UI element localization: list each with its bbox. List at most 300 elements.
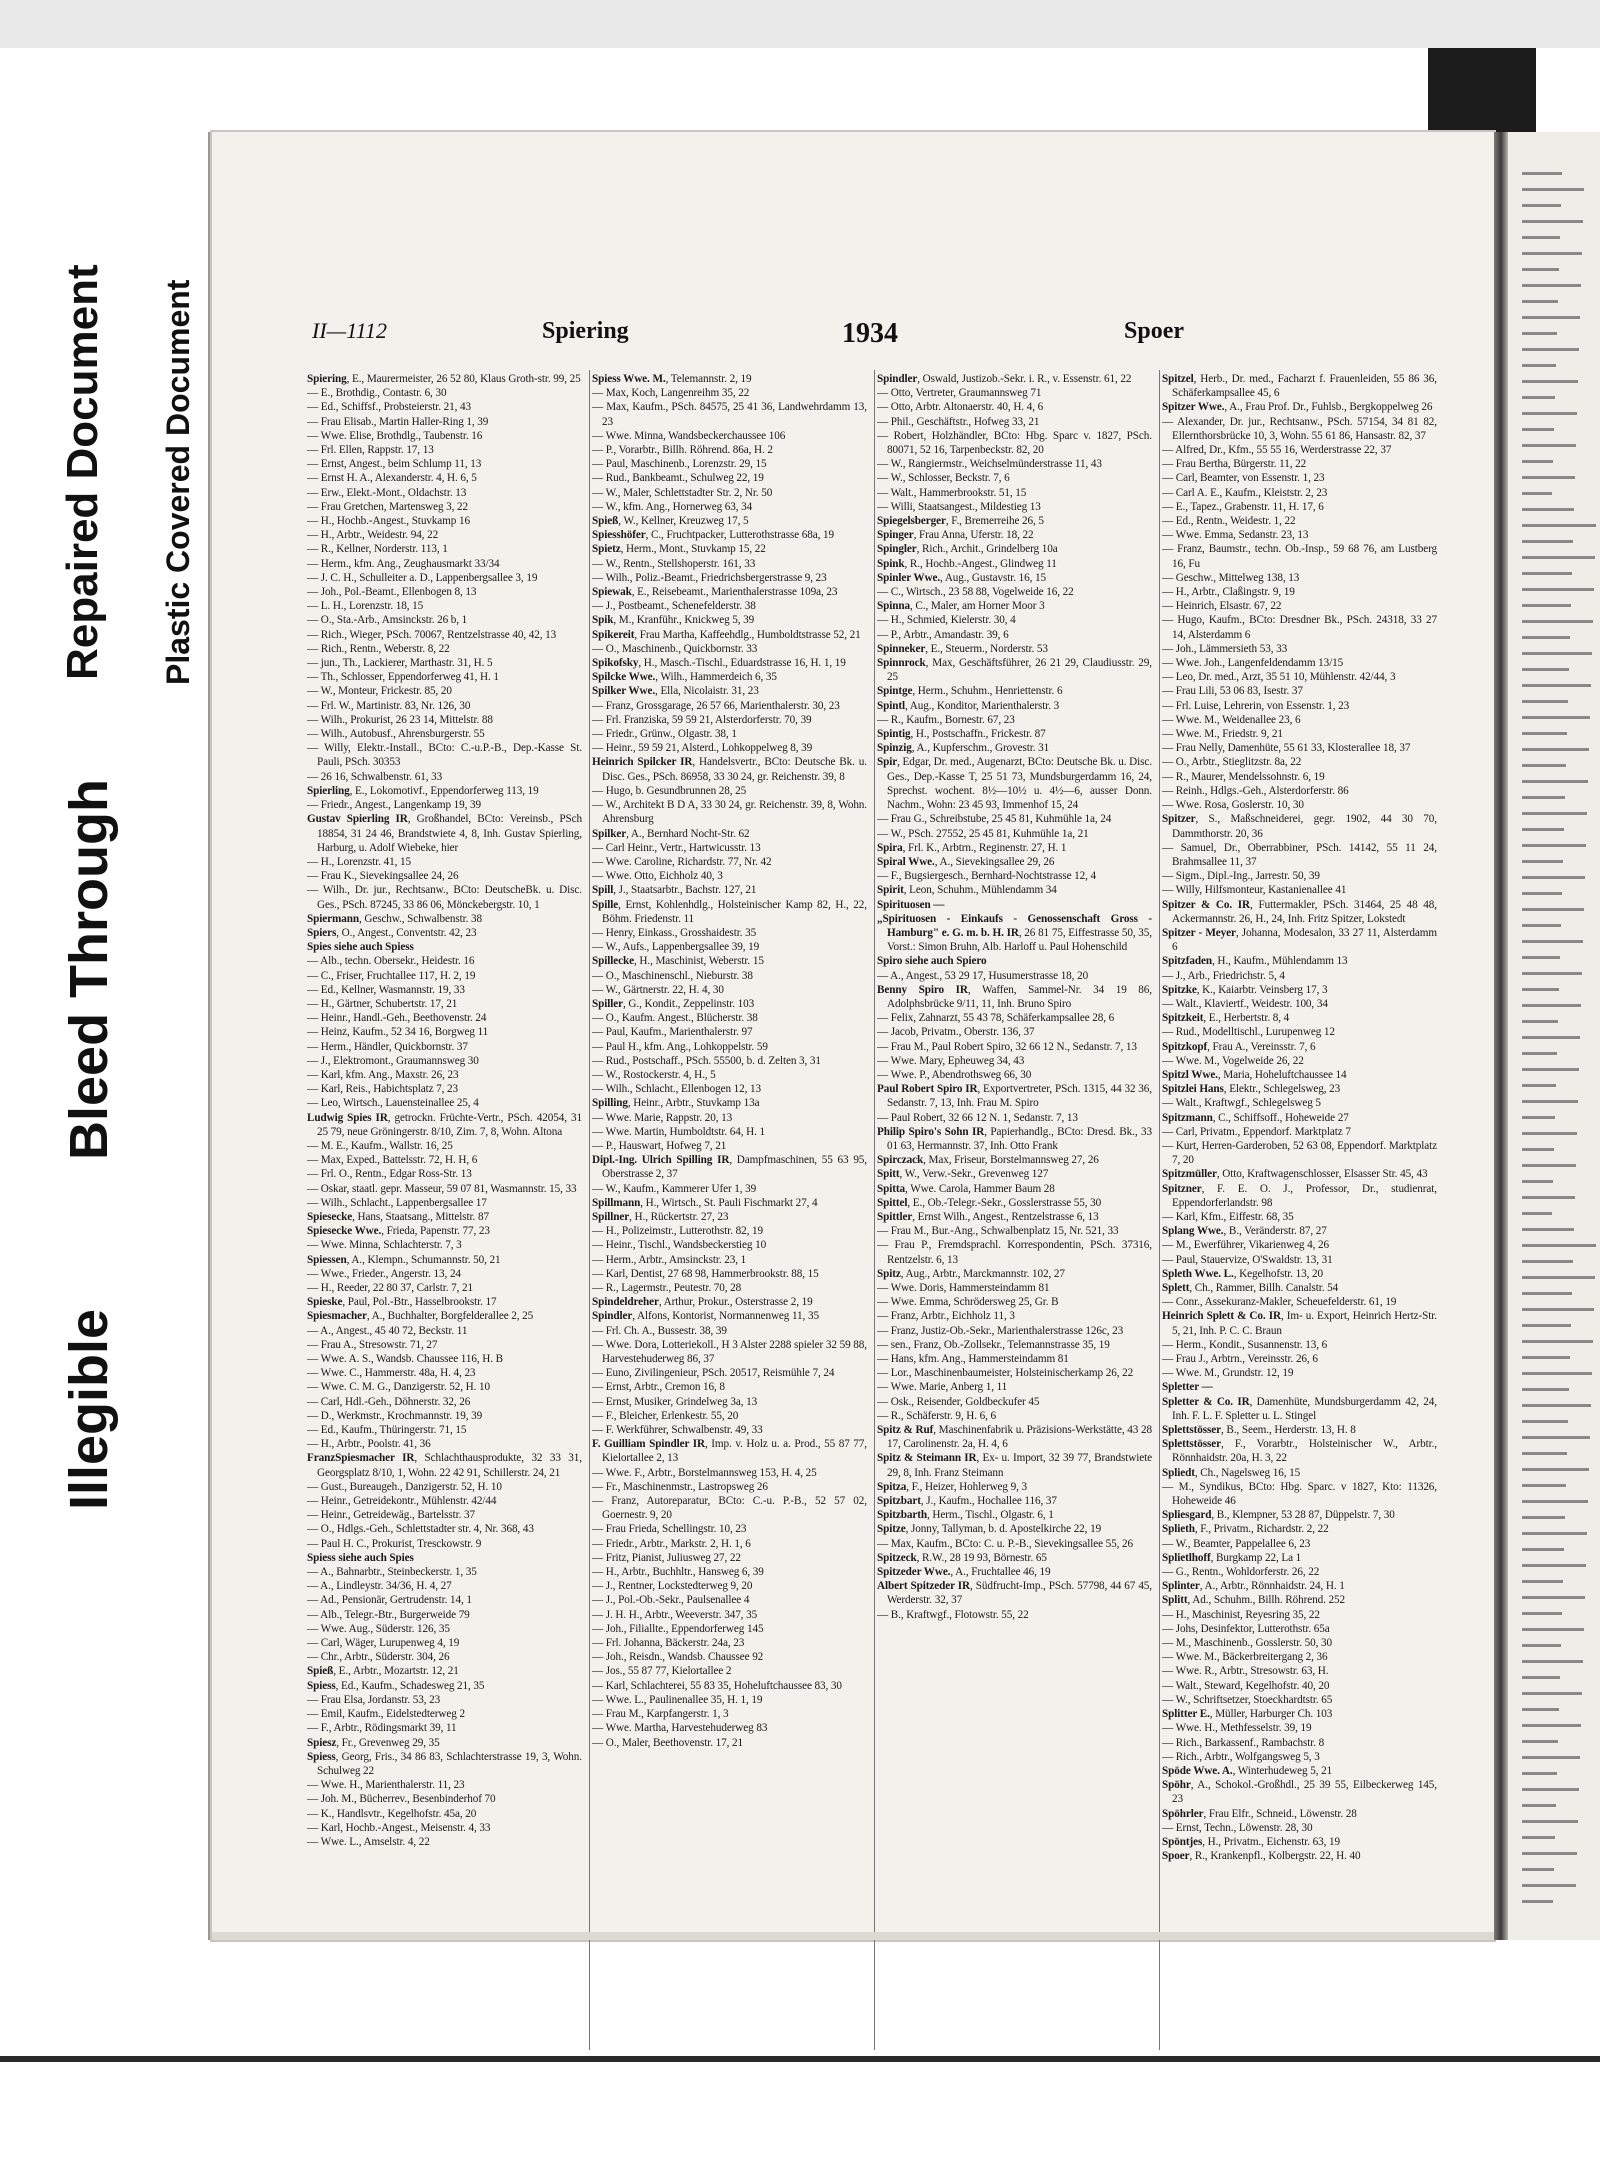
directory-entry: Spitt, W., Verw.-Sekr., Grevenweg 127 xyxy=(877,1168,1049,1181)
directory-entry: — M., Syndikus, BCto: Hbg. Sparc. v 1827, Kto: 11326, Hoheweide 46 xyxy=(1162,1480,1437,1508)
directory-entry: Spiesshöfer, C., Fruchtpacker, Lutterothstrasse 68a, 19 xyxy=(592,529,835,542)
directory-entry: — W., Schlosser, Beckstr. 7, 6 xyxy=(877,472,1010,485)
directory-entry: — W., Kaufm., Kammerer Ufer 1, 39 xyxy=(592,1182,757,1195)
directory-entry: — Herm., Händler, Quickbornstr. 37 xyxy=(307,1040,468,1053)
directory-entry: — Karl, Reis., Habichtsplatz 7, 23 xyxy=(307,1083,459,1096)
adjacent-text-line xyxy=(1522,892,1562,895)
directory-entry: — Leo, Dr. med., Arzt, 35 51 10, Mühlenstr. 42/44, 3 xyxy=(1162,671,1396,684)
adjacent-text-line xyxy=(1522,988,1559,991)
directory-entry: — Ernst, Arbtr., Cremon 16, 8 xyxy=(592,1381,725,1394)
adjacent-text-line xyxy=(1522,1708,1559,1711)
adjacent-text-line xyxy=(1522,620,1593,623)
directory-entry: — Paul, Maschinenb., Lorenzstr. 29, 15 xyxy=(592,458,767,471)
directory-entry: — M. E., Kaufm., Wallstr. 16, 25 xyxy=(307,1139,453,1152)
directory-entry: Spintl, Aug., Konditor, Marienthalerstr. 3 xyxy=(877,699,1060,712)
directory-entry: Spintig, H., Postschaffn., Frickestr. 87 xyxy=(877,728,1046,741)
directory-entry: — Herm., kfm. Ang., Zeughausmarkt 33/34 xyxy=(307,557,500,570)
directory-entry: — C., Friser, Fruchtallee 117, H. 2, 19 xyxy=(307,969,476,982)
directory-entry: — Frau J., Arbtrn., Vereinsstr. 26, 6 xyxy=(1162,1353,1318,1366)
directory-entry: — W., Architekt B D A, 33 30 24, gr. Reichenstr. 39, 8, Wohn. Ahrensburg xyxy=(592,799,867,826)
directory-entry: — Paul H. C., Prokurist, Tresckowstr. 9 xyxy=(307,1537,482,1550)
adjacent-text-line xyxy=(1522,1164,1576,1167)
directory-entry: Spiess Wwe. M., Telemannstr. 2, 19 xyxy=(592,373,752,385)
directory-entry: — Walt., Steward, Kegelhofstr. 40, 20 xyxy=(1162,1679,1330,1692)
directory-entry: Spitzfaden, H., Kaufm., Mühlendamm 13 xyxy=(1162,955,1348,968)
directory-entry: — Frl. W., Martinistr. 83, Nr. 126, 30 xyxy=(307,699,471,712)
adjacent-text-line xyxy=(1522,1020,1558,1023)
directory-entry: — Rud., Bankbeamt., Schulweg 22, 19 xyxy=(592,472,764,485)
directory-entry: — Ad., Pensionär, Gertrudenstr. 14, 1 xyxy=(307,1594,472,1607)
directory-column-1 xyxy=(307,372,582,2062)
directory-entry: — W., Maler, Schlettstadter Str. 2, Nr. 50 xyxy=(592,486,773,499)
directory-entry: — Rich., Wieger, PSch. 70067, Rentzelstrasse 40, 42, 13 xyxy=(307,628,557,641)
directory-entry: Gustav Spierling IR, Großhandel, BCto: Vereinsb., PSch 18854, 31 24 46, Brandstwiete 4, 8, Inh. Gustav Spierling, Harburg, u. Adolf Wiebeke, hier xyxy=(307,813,582,854)
directory-entry: — Ed., Kaufm., Thüringerstr. 71, 15 xyxy=(307,1424,467,1437)
directory-entry: — Heinr., Getreidewäg., Bartelsstr. 37 xyxy=(307,1509,476,1522)
directory-entry: — H., Lorenzstr. 41, 15 xyxy=(307,855,411,868)
directory-entry: — Frau K., Sievekingsallee 24, 26 xyxy=(307,870,459,883)
adjacent-text-line xyxy=(1522,1116,1555,1119)
directory-entry: — Friedr., Angest., Langenkamp 19, 39 xyxy=(307,799,482,812)
directory-entry: — Wwe. L., Amselstr. 4, 22 xyxy=(307,1835,430,1848)
header-year: 1934 xyxy=(842,318,898,349)
adjacent-text-line xyxy=(1522,1100,1578,1103)
adjacent-text-line xyxy=(1522,796,1565,799)
adjacent-text-line xyxy=(1522,1564,1586,1567)
directory-entry: — H., Gärtner, Schubertstr. 17, 21 xyxy=(307,997,458,1010)
directory-entry: — P., Arbtr., Amandastr. 39, 6 xyxy=(877,628,1009,641)
adjacent-text-line xyxy=(1522,1404,1591,1407)
directory-entry: Spilker, A., Bernhard Nocht-Str. 62 xyxy=(592,827,750,840)
directory-entry: — B., Kraftwgf., Flotowstr. 55, 22 xyxy=(877,1608,1029,1621)
directory-entry: Spindler, Oswald, Justizob.-Sekr. i. R., v. Essenstr. 61, 22 xyxy=(877,373,1132,385)
directory-entry: — Frau Elsa, Jordanstr. 53, 23 xyxy=(307,1693,441,1706)
directory-entry: — A., Lindleystr. 34/36, H. 4, 27 xyxy=(307,1580,452,1593)
directory-entry: Spierling, E., Lokomotivf., Eppendorferweg 113, 19 xyxy=(307,784,539,797)
adjacent-text-line xyxy=(1522,924,1561,927)
directory-entry: — Frau P., Fremdsprachl. Korrespondentin, PSch. 37316, Rentzelstr. 6, 13 xyxy=(877,1239,1152,1266)
directory-entry: — W., kfm. Ang., Hornerweg 63, 34 xyxy=(592,500,753,513)
directory-entry: — Wwe. Minna, Schlachterstr. 7, 3 xyxy=(307,1239,462,1252)
directory-entry: Spitzer - Meyer, Johanna, Modesalon, 33 27 11, Alsterdamm 6 xyxy=(1162,926,1437,954)
adjacent-text-line xyxy=(1522,476,1575,479)
directory-entry: Spikofsky, H., Masch.-Tischl., Eduardstrasse 16, H. 1, 19 xyxy=(592,657,846,670)
directory-entry: — K., Handlsvtr., Kegelhofstr. 45a, 20 xyxy=(307,1807,477,1820)
directory-entry: — J., Rentner, Lockstedterweg 9, 20 xyxy=(592,1580,753,1593)
adjacent-text-line xyxy=(1522,1596,1585,1599)
adjacent-text-line xyxy=(1522,1660,1583,1663)
directory-entry: Spilcke Wwe., Wilh., Hammerdeich 6, 35 xyxy=(592,671,777,684)
directory-entry: — Wwe. F., Arbtr., Borstelmannsweg 153, H. 4, 25 xyxy=(592,1466,817,1479)
adjacent-text-line xyxy=(1522,652,1592,655)
directory-entry: — F. Werkführer, Schwalbenstr. 49, 33 xyxy=(592,1424,763,1437)
directory-entry: — Hugo, Kaufm., BCto: Dresdner Bk., PSch. 24318, 33 27 14, Alsterdamm 6 xyxy=(1162,614,1437,641)
directory-entry: Paul Robert Spiro IR, Exportvertreter, PSch. 1315, 44 32 36, Sedanstr. 7, 13, Inh. Frau M. Spiro xyxy=(877,1083,1152,1110)
directory-entry: Splietlhoff, Burgkamp 22, La 1 xyxy=(1162,1551,1302,1564)
directory-entry: Spirit, Leon, Schuhm., Mühlendamm 34 xyxy=(877,884,1057,897)
directory-entry: Spitza, F., Heizer, Hohlerweg 9, 3 xyxy=(877,1480,1027,1493)
adjacent-text-line xyxy=(1522,604,1571,607)
directory-entry: — Alfred, Dr., Kfm., 55 55 16, Werderstrasse 22, 37 xyxy=(1162,444,1392,457)
directory-entry: — D., Werkmstr., Krochmannstr. 19, 39 xyxy=(307,1409,483,1422)
directory-entry: — E., Tapez., Grabenstr. 11, H. 17, 6 xyxy=(1162,500,1324,513)
directory-entry: Spillecke, H., Maschinist, Weberstr. 15 xyxy=(592,955,764,968)
directory-entry: — Reinh., Hdlgs.-Geh., Alsterdorferstr. 86 xyxy=(1162,784,1349,797)
directory-entry: — Wwe. Doris, Hammersteindamm 81 xyxy=(877,1282,1050,1294)
adjacent-text-line xyxy=(1522,348,1579,351)
adjacent-text-line xyxy=(1522,524,1596,527)
adjacent-text-line xyxy=(1522,1340,1593,1343)
directory-entry: Spik, M., Kranführ., Knickweg 5, 39 xyxy=(592,614,755,627)
adjacent-text-line xyxy=(1522,748,1589,751)
directory-entry: — Wilh., Autobusf., Ahrensburgerstr. 55 xyxy=(307,728,485,741)
directory-entry: Spiller, G., Kondit., Zeppelinstr. 103 xyxy=(592,997,755,1010)
directory-entry: — W., Gärtnerstr. 22, H. 4, 30 xyxy=(592,983,724,996)
directory-entry: — P., Hauswart, Hofweg 7, 21 xyxy=(592,1139,727,1152)
label-repaired-document: Repaired Document xyxy=(58,264,107,680)
directory-entry: Spitzmüller, Otto, Kraftwagenschlosser, Elsasser Str. 45, 43 xyxy=(1162,1168,1428,1181)
directory-entry: — Frl. Luise, Lehrerin, von Essenstr. 1, 23 xyxy=(1162,699,1350,712)
column-divider xyxy=(1159,370,1160,2050)
directory-entry: Heinrich Spilcker IR, Handelsvertr., BCto: Deutsche Bk. u. Disc. Ges., PSch. 86958, 33 30 24, gr. Reichenstr. 39, 8 xyxy=(592,756,867,783)
directory-entry: Spillmann, H., Wirtsch., St. Pauli Fischmarkt 27, 4 xyxy=(592,1196,818,1209)
adjacent-text-line xyxy=(1522,1180,1553,1183)
directory-entry: — Walt., Klaviertf., Weidestr. 100, 34 xyxy=(1162,997,1328,1010)
adjacent-text-line xyxy=(1522,220,1583,223)
directory-entry: — Frl. O., Rentn., Edgar Ross-Str. 13 xyxy=(307,1168,472,1181)
directory-entry: — Wwe. Minna, Wandsbeckerchaussee 106 xyxy=(592,429,786,442)
directory-entry: — Friedr., Arbtr., Markstr. 2, H. 1, 6 xyxy=(592,1537,751,1550)
directory-entry: — H., Arbtr., Weidestr. 94, 22 xyxy=(307,529,439,542)
directory-entry: — Rich., Rentn., Weberstr. 8, 22 xyxy=(307,642,450,655)
directory-entry: — Frau Bertha, Bürgerstr. 11, 22 xyxy=(1162,458,1307,471)
directory-entry: — Wwe. P., Abendrothsweg 66, 30 xyxy=(877,1068,1032,1081)
directory-entry: Spitz & Steimann IR, Ex- u. Import, 32 39 77, Brandstwiete 29, 8, Inh. Franz Steimann xyxy=(877,1452,1152,1479)
directory-entry: — Max, Kaufm., PSch. 84575, 25 41 36, Landwehrdamm 13, 23 xyxy=(592,401,867,428)
directory-entry: — Wwe. M., Grundstr. 12, 19 xyxy=(1162,1367,1294,1380)
directory-entry: Spiesz, Fr., Grevenweg 29, 35 xyxy=(307,1736,440,1749)
directory-entry: — Willi, Staatsangest., Mildestieg 13 xyxy=(877,500,1041,513)
directory-entry: — Wwe. Otto, Eichholz 40, 3 xyxy=(592,870,723,883)
adjacent-text-line xyxy=(1522,1228,1574,1231)
directory-entry: — Jos., 55 87 77, Kielortallee 2 xyxy=(592,1665,732,1678)
directory-entry: Spietz, Herm., Mont., Stuvkamp 15, 22 xyxy=(592,543,766,556)
label-plastic-covered-document: Plastic Covered Document xyxy=(160,279,196,685)
adjacent-text-line xyxy=(1522,1356,1570,1359)
directory-entry: Spöde Wwe. A., Winterhudeweg 5, 21 xyxy=(1162,1764,1333,1777)
adjacent-text-line xyxy=(1522,428,1554,431)
directory-column-4 xyxy=(1162,372,1437,2062)
directory-entry: — Frl. Ch. A., Bussestr. 38, 39 xyxy=(592,1324,727,1337)
directory-entry: Spintge, Herm., Schuhm., Henriettenstr. 6 xyxy=(877,685,1063,698)
directory-entry: — R., Lagermstr., Peutestr. 70, 28 xyxy=(592,1282,742,1294)
adjacent-text-line xyxy=(1522,1804,1556,1807)
directory-entry: Spliedt, Ch., Nagelsweg 16, 15 xyxy=(1162,1466,1301,1479)
directory-entry: — Frau Elisab., Martin Haller-Ring 1, 39 xyxy=(307,415,489,428)
directory-entry: — Gust., Bureaugeh., Danzigerstr. 52, H. 10 xyxy=(307,1480,502,1493)
adjacent-text-line xyxy=(1522,1724,1581,1727)
adjacent-text-line xyxy=(1522,1260,1573,1263)
adjacent-text-line xyxy=(1522,1484,1566,1487)
scan-black-tab xyxy=(1428,48,1536,140)
directory-entry: — H., Schmied, Kielerstr. 30, 4 xyxy=(877,614,1016,627)
adjacent-text-line xyxy=(1522,1148,1554,1151)
directory-entry: — Franz, Autoreparatur, BCto: C.-u. P.-B., 52 57 02, Goernestr. 9, 20 xyxy=(592,1495,867,1522)
directory-page xyxy=(212,132,1494,1940)
directory-entry: F. Guilliam Spindler IR, Imp. v. Holz u. a. Prod., 55 87 77, Kielortallee 2, 13 xyxy=(592,1438,867,1465)
adjacent-text-line xyxy=(1522,956,1560,959)
adjacent-text-line xyxy=(1522,1692,1582,1695)
directory-entry: — Heinrich, Elsastr. 67, 22 xyxy=(1162,600,1282,613)
directory-entry: — Oskar, staatl. gepr. Masseur, 59 07 81, Wasmannstr. 15, 33 xyxy=(307,1182,577,1195)
directory-entry: Spink, R., Hochb.-Angest., Glindweg 11 xyxy=(877,557,1057,570)
directory-entry: — Sigm., Dipl.-Ing., Jarrestr. 50, 39 xyxy=(1162,870,1320,883)
adjacent-text-line xyxy=(1522,780,1588,783)
directory-entry: Spieske, Paul, Pol.-Btr., Hasselbrookstr. 17 xyxy=(307,1296,497,1309)
directory-entry: — L. H., Lorenzstr. 18, 15 xyxy=(307,600,424,613)
directory-entry: „Spirituosen - Einkaufs - Genossenschaft Gross - Hamburg" e. G. m. b. H. IR, 26 81 75, Eiffestrasse 50, 35, Vorst.: Simon Bruhn, Alb. Harloff u. Paul Hohenschild xyxy=(877,912,1152,954)
directory-entry: — Frau G., Schreibstube, 25 45 81, Kuhmühle 1a, 24 xyxy=(877,813,1112,826)
label-bleed-through: Bleed Through xyxy=(59,779,119,1160)
directory-entry: — Heinr., Handl.-Geh., Beethovenstr. 24 xyxy=(307,1012,487,1025)
directory-entry: — Wwe. Marie, Anberg 1, 11 xyxy=(877,1381,1008,1394)
adjacent-text-line xyxy=(1522,1756,1580,1759)
directory-entry: — Frl. Ellen, Rappstr. 17, 13 xyxy=(307,444,434,457)
directory-entry: — Wwe. M., Friedstr. 9, 21 xyxy=(1162,728,1283,741)
directory-entry: — Franz, Grossgarage, 26 57 66, Marienthalerstr. 30, 23 xyxy=(592,699,840,712)
adjacent-text-line xyxy=(1522,1132,1577,1135)
adjacent-text-line xyxy=(1522,284,1581,287)
directory-entry: — Frau Gretchen, Martensweg 3, 22 xyxy=(307,500,469,513)
directory-entry: Spitzl Wwe., Maria, Hoheluftchaussee 14 xyxy=(1162,1068,1347,1081)
adjacent-text-line xyxy=(1522,1644,1561,1647)
directory-entry: — Hugo, b. Gesundbrunnen 28, 25 xyxy=(592,784,747,797)
directory-entry: — Wwe. Joh., Langenfeldendamm 13/15 xyxy=(1162,657,1344,670)
directory-entry: — Max, Kaufm., BCto: C. u. P.-B., Sievekingsallee 55, 26 xyxy=(877,1537,1134,1550)
directory-entry: — Wilh., Dr. jur., Rechtsanw., BCto: DeutscheBk. u. Disc. Ges., PSch. 87245, 33 86 06, Mönckebergstr. 10, 1 xyxy=(307,884,582,911)
scan-top-band xyxy=(0,0,1600,48)
directory-entry: — Wwe. A. S., Wandsb. Chaussee 116, H. B xyxy=(307,1353,503,1366)
adjacent-text-line xyxy=(1522,396,1555,399)
directory-entry: — G., Rentn., Wohldorferstr. 26, 22 xyxy=(1162,1566,1320,1579)
adjacent-text-line xyxy=(1522,540,1573,543)
directory-entry: — Joh., Lämmersieth 53, 33 xyxy=(1162,642,1288,655)
directory-entry: — J., Elektromont., Graumannsweg 30 xyxy=(307,1054,479,1067)
directory-entry: — W., Schriftsetzer, Stoeckhardtstr. 65 xyxy=(1162,1693,1333,1706)
adjacent-text-line xyxy=(1522,316,1580,319)
directory-entry: Spinger, Frau Anna, Uferstr. 18, 22 xyxy=(877,529,1034,542)
directory-entry: FranzSpiesmacher IR, Schlachthausprodukte, 32 33 31, Georgsplatz 8/10, 1, Wohn. 22 42 91, Schillerstr. 24, 21 xyxy=(307,1452,582,1479)
directory-entry: — O., Maschinenschl., Nieburstr. 38 xyxy=(592,969,753,982)
directory-entry: — J., Pol.-Ob.-Sekr., Paulsenallee 4 xyxy=(592,1594,750,1607)
directory-entry: Spletter — xyxy=(1162,1381,1213,1394)
directory-entry: Spiegelsberger, F., Bremerreihe 26, 5 xyxy=(877,515,1044,528)
directory-entry: — Wwe. R., Arbtr., Stresowstr. 63, H. xyxy=(1162,1665,1329,1678)
directory-entry: — Wwe. Rosa, Goslerstr. 10, 30 xyxy=(1162,799,1304,812)
directory-entry: Spitzke, K., Kaiarbtr. Veinsberg 17, 3 xyxy=(1162,983,1328,996)
adjacent-text-line xyxy=(1522,1852,1577,1855)
directory-entry: — R., Maurer, Mendelssohnstr. 6, 19 xyxy=(1162,770,1325,783)
directory-entry: — W., Aufs., Lappenbergsallee 39, 19 xyxy=(592,941,760,954)
directory-entry: — Alb., Telegr.-Btr., Burgerweide 79 xyxy=(307,1608,470,1621)
directory-entry: — Willy, Hilfsmonteur, Kastanienallee 41 xyxy=(1162,884,1347,897)
directory-entry: Spiess, Ed., Kaufm., Schadesweg 21, 35 xyxy=(307,1679,485,1692)
adjacent-text-line xyxy=(1522,908,1584,911)
adjacent-text-line xyxy=(1522,1276,1595,1279)
adjacent-text-line xyxy=(1522,188,1584,191)
directory-entry: — Paul, Stauervize, O'Swaldstr. 13, 31 xyxy=(1162,1253,1333,1266)
directory-entry: — Henry, Einkass., Grosshaidestr. 35 xyxy=(592,926,757,939)
directory-entry: — Ernst, Techn., Löwenstr. 28, 30 xyxy=(1162,1821,1313,1834)
page-reference: II—1112 xyxy=(312,318,387,343)
directory-entry: — sen., Franz, Ob.-Zollsekr., Telemannstrasse 35, 19 xyxy=(877,1338,1110,1351)
directory-entry: Spitzner, F. E. O. J., Professor, Dr., studienrat, Eppendorferlandstr. 98 xyxy=(1162,1182,1437,1209)
column-divider xyxy=(874,370,875,2050)
directory-entry: — Ed., Kellner, Wasmannstr. 19, 33 xyxy=(307,983,465,996)
directory-entry: — Joh. M., Bücherrev., Besenbinderhof 70 xyxy=(307,1793,496,1806)
directory-entry: — J., Postbeamt., Schenefelderstr. 38 xyxy=(592,600,756,613)
adjacent-text-line xyxy=(1522,1548,1564,1551)
directory-entry: Spitzel, Herb., Dr. med., Facharzt f. Frauenleiden, 55 86 36, Schäferkampsallee 45, 6 xyxy=(1162,373,1437,400)
page-bottom-edge xyxy=(212,1932,1494,1940)
adjacent-text-line xyxy=(1522,1052,1557,1055)
directory-entry: Spitzeder Wwe., A., Fruchtallee 46, 19 xyxy=(877,1566,1051,1579)
directory-entry: — F., Bleicher, Erlenkestr. 55, 20 xyxy=(592,1409,739,1422)
directory-entry: — Euno, Zivilingenieur, PSch. 20517, Reismühle 7, 24 xyxy=(592,1367,835,1380)
directory-entry: — jun., Th., Lackierer, Marthastr. 31, H. 5 xyxy=(307,657,493,670)
directory-entry: — Carl, Hdl.-Geh., Döhnerstr. 32, 26 xyxy=(307,1395,471,1408)
adjacent-text-line xyxy=(1522,1900,1553,1903)
directory-entry: Spillner, H., Rückertstr. 27, 23 xyxy=(592,1210,729,1223)
adjacent-text-line xyxy=(1522,556,1595,559)
directory-entry: — Heinr., Getreidekontr., Mühlenstr. 42/44 xyxy=(307,1495,497,1508)
directory-entry: — Rud., Postschaff., PSch. 55500, b. d. Zelten 3, 31 xyxy=(592,1054,821,1067)
directory-entry: — Frau A., Stresowstr. 71, 27 xyxy=(307,1338,438,1351)
header-last-name: Spoer xyxy=(1124,318,1184,344)
adjacent-text-line xyxy=(1522,204,1561,207)
directory-entry: Spinler Wwe., Aug., Gustavstr. 16, 15 xyxy=(877,571,1047,584)
adjacent-text-line xyxy=(1522,1420,1568,1423)
directory-entry: — Wilh., Poliz.-Beamt., Friedrichsbergerstrasse 9, 23 xyxy=(592,571,827,584)
adjacent-text-line xyxy=(1522,332,1557,335)
directory-entry: — Joh., Filiallte., Eppendorferweg 145 xyxy=(592,1622,764,1635)
directory-entry: — Heinz, Kaufm., 52 34 16, Borgweg 11 xyxy=(307,1026,489,1039)
directory-entry: — Max, Koch, Langenreihm 35, 22 xyxy=(592,387,750,400)
adjacent-text-line xyxy=(1522,1452,1567,1455)
column-divider xyxy=(589,370,590,2050)
directory-entry: Spöhrler, Frau Elfr., Schneid., Löwenstr. 28 xyxy=(1162,1807,1357,1820)
directory-entry: Spirczack, Max, Friseur, Borstelmannsweg 27, 26 xyxy=(877,1154,1099,1167)
directory-column-3 xyxy=(877,372,1152,2062)
adjacent-text-line xyxy=(1522,1244,1596,1247)
directory-entry: — Osk., Reisender, Goldbeckufer 45 xyxy=(877,1395,1040,1408)
directory-entry: Philip Spiro's Sohn IR, Papierhandlg., BCto: Dresd. Bk., 33 01 63, Hermannstr. 37, Inh. Otto Frank xyxy=(877,1125,1152,1152)
directory-entry: — Frl. Franziska, 59 59 21, Alsterdorferstr. 70, 39 xyxy=(592,713,812,726)
directory-entry: Spiewak, E., Reisebeamt., Marienthalerstrasse 109a, 23 xyxy=(592,586,838,599)
directory-entry: — A., Angest., 53 29 17, Husumerstrasse 18, 20 xyxy=(877,969,1089,982)
directory-entry: Spiesecke Wwe., Frieda, Papenstr. 77, 23 xyxy=(307,1225,490,1238)
directory-entry: — Carl, Beamter, von Essenstr. 1, 23 xyxy=(1162,472,1325,485)
directory-entry: — O., Arbtr., Stieglitzstr. 8a, 22 xyxy=(1162,756,1302,769)
directory-entry: Dipl.-Ing. Ulrich Spilling IR, Dampfmaschinen, 55 63 95, Oberstrasse 2, 37 xyxy=(592,1154,867,1181)
directory-entry: — Phil., Geschäftstr., Hofweg 33, 21 xyxy=(877,415,1040,428)
adjacent-text-line xyxy=(1522,1772,1557,1775)
directory-entry: — Johs, Desinfektor, Lutterothstr. 65a xyxy=(1162,1622,1330,1635)
adjacent-text-line xyxy=(1522,1516,1565,1519)
directory-entry: — P., Vorarbtr., Billh. Röhrend. 86a, H. 2 xyxy=(592,444,773,457)
directory-entry: — Rich., Arbtr., Wolfgangsweg 5, 3 xyxy=(1162,1750,1320,1763)
directory-entry: — Ernst, Angest., beim Schlump 11, 13 xyxy=(307,458,482,471)
directory-entry: Spitzeck, R.W., 28 19 93, Börnestr. 65 xyxy=(877,1551,1047,1564)
directory-entry: Benny Spiro IR, Waffen, Sammel-Nr. 34 19 86, Adolphsbrücke 9/11, 11, Inh. Bruno Spiro xyxy=(877,983,1152,1010)
directory-entry: — Frau M., Bur.-Ang., Schwalbenplatz 15, Nr. 521, 33 xyxy=(877,1225,1119,1238)
directory-entry: — Felix, Zahnarzt, 55 43 78, Schäferkampsallee 28, 6 xyxy=(877,1012,1115,1025)
adjacent-text-line xyxy=(1522,572,1572,575)
directory-entry: Spitzbarth, Herm., Tischl., Olgastr. 6, 1 xyxy=(877,1509,1054,1522)
directory-entry: — Leo, Wirtsch., Lauensteinallee 25, 4 xyxy=(307,1097,479,1110)
directory-entry: Spiesmacher, A., Buchhalter, Borgfelderallee 2, 25 xyxy=(307,1310,534,1323)
directory-entry: — Th., Schlosser, Eppendorferweg 41, H. 1 xyxy=(307,671,499,684)
directory-entry: Spitta, Wwe. Carola, Hammer Baum 28 xyxy=(877,1182,1055,1195)
directory-entry: — Karl, kfm. Ang., Maxstr. 26, 23 xyxy=(307,1068,459,1081)
adjacent-text-line xyxy=(1522,844,1586,847)
directory-entry: Spitzer, S., Maßschneiderei, gegr. 1902, 44 30 70, Dammthorstr. 20, 36 xyxy=(1162,813,1437,840)
directory-entry: — Wilh., Schlacht., Ellenbogen 12, 13 xyxy=(592,1083,762,1096)
directory-entry: — Wwe. Dora, Lotteriekoll., H 3 Alster 2288 spieler 32 59 88, Harvestehuderweg 86, 37 xyxy=(592,1338,867,1366)
adjacent-text-line xyxy=(1522,1884,1576,1887)
directory-entry: Spinnrock, Max, Geschäftsführer, 26 21 29, Claudiusstr. 29, 25 xyxy=(877,657,1152,684)
directory-entry: — Paul, Kaufm., Marienthalerstr. 97 xyxy=(592,1026,753,1039)
directory-entry: — Heinr., Tischl., Wandsbeckerstieg 10 xyxy=(592,1239,767,1252)
directory-entry: Spiermann, Geschw., Schwalbenstr. 38 xyxy=(307,912,482,925)
header-first-name: Spiering xyxy=(542,318,629,344)
adjacent-text-line xyxy=(1522,1788,1579,1791)
directory-entry: — Carl Heinr., Vertr., Hartwicusstr. 13 xyxy=(592,841,761,854)
directory-entry: Spiro siehe auch Spiero xyxy=(877,955,987,968)
directory-entry: — W., PSch. 27552, 25 45 81, Kuhmühle 1a, 21 xyxy=(877,827,1089,840)
directory-entry: — Samuel, Dr., Oberrabbiner, PSch. 14142, 55 11 24, Brahmsallee 11, 37 xyxy=(1162,841,1437,868)
adjacent-text-line xyxy=(1522,460,1553,463)
directory-entry: — Rich., Barkassenf., Rambachstr. 8 xyxy=(1162,1736,1325,1749)
directory-entry: — H., Hochb.-Angest., Stuvkamp 16 xyxy=(307,515,470,528)
adjacent-text-line xyxy=(1522,1084,1556,1087)
directory-entry: — 26 16, Schwalbenstr. 61, 33 xyxy=(307,770,443,783)
adjacent-text-line xyxy=(1522,636,1570,639)
directory-entry: Heinrich Splett & Co. IR, Im- u. Export, Heinrich Hertz-Str. 5, 21, Inh. P. C. C. Braun xyxy=(1162,1310,1437,1337)
directory-entry: Splett, Ch., Rammer, Billh. Canalstr. 54 xyxy=(1162,1282,1339,1294)
directory-entry: Spitzer Wwe., A., Frau Prof. Dr., Fuhlsb., Bergkoppelweg 26 xyxy=(1162,401,1433,414)
directory-entry: Spirituosen — xyxy=(877,898,945,911)
directory-entry: — Wwe. C., Hammerstr. 48a, H. 4, 23 xyxy=(307,1367,476,1380)
adjacent-text-line xyxy=(1522,492,1552,495)
directory-entry: Spiering, E., Maurermeister, 26 52 80, Klaus Groth-str. 99, 25 xyxy=(307,373,581,385)
directory-entry: — W., Beamter, Pappelallee 6, 23 xyxy=(1162,1537,1311,1550)
directory-entry: — Kurt, Herren-Garderoben, 52 63 08, Eppendorf. Marktplatz 7, 20 xyxy=(1162,1139,1437,1167)
adjacent-text-line xyxy=(1522,1532,1587,1535)
page-header xyxy=(212,318,1494,352)
directory-entry: — Conr., Assekuranz-Makler, Scheuefelderstr. 61, 19 xyxy=(1162,1296,1397,1309)
directory-entry: — Erw., Elekt.-Mont., Oldachstr. 13 xyxy=(307,486,467,499)
directory-entry: — O., Kaufm. Angest., Blücherstr. 38 xyxy=(592,1012,758,1025)
adjacent-text-line xyxy=(1522,668,1569,671)
directory-entry: — Wilh., Prokurist, 26 23 14, Mittelstr. 88 xyxy=(307,713,493,726)
directory-entry: — W., Monteur, Frickestr. 85, 20 xyxy=(307,685,452,698)
directory-entry: — Wwe. C. M. G., Danzigerstr. 52, H. 10 xyxy=(307,1381,490,1394)
adjacent-text-line xyxy=(1522,1196,1575,1199)
book-spine xyxy=(1494,132,1508,1940)
directory-entry: — O., Maschinenb., Quickbornstr. 33 xyxy=(592,642,758,655)
directory-entry: — Hans, kfm. Ang., Hammersteindamm 81 xyxy=(877,1353,1069,1366)
